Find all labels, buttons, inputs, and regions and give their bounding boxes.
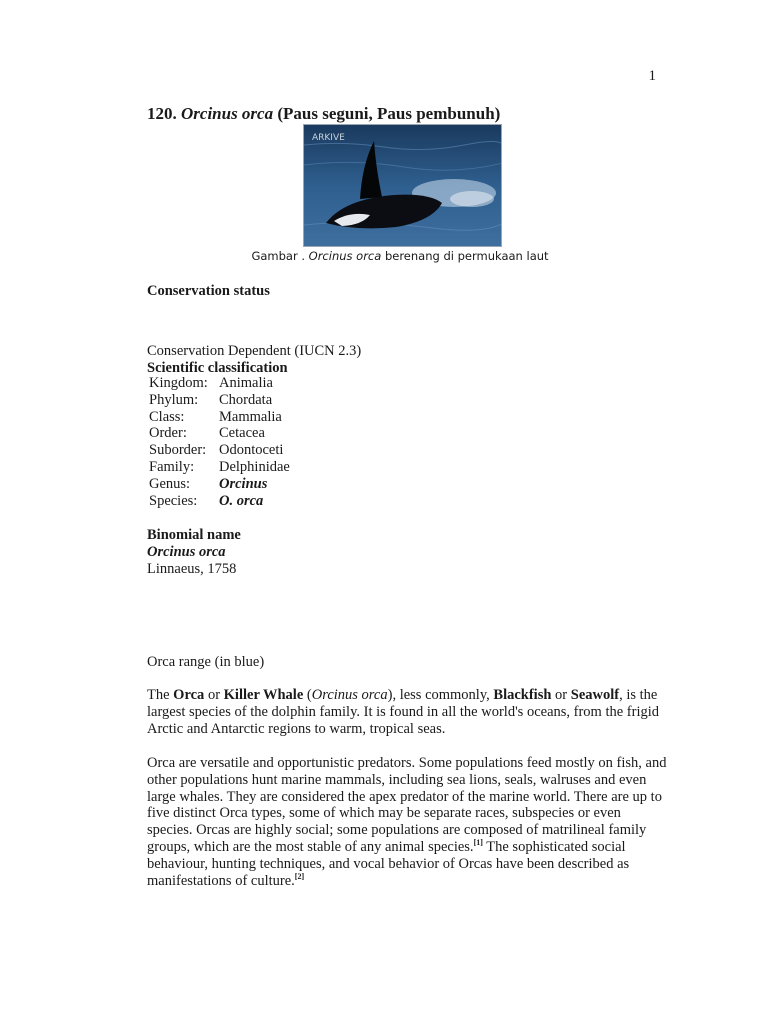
- page-number: 1: [648, 68, 656, 84]
- table-row: [149, 409, 290, 426]
- rank-label: Species:: [149, 492, 198, 509]
- rank-value: Odontoceti: [219, 442, 284, 459]
- binomial-name: Orcinus orca: [147, 544, 226, 560]
- rank-value: Cetacea: [219, 425, 265, 442]
- classification-heading: Scientific classification: [147, 360, 288, 376]
- table-row: [149, 459, 290, 476]
- title-common-name: (Paus seguni, Paus pembunuh): [277, 104, 501, 123]
- behavior-text: Orca are versatile and opportunistic predators. Some populations feed mostly on fish, and other populations hunt marine mammals, including sea lions, seals, walruses and even large whales. They are considered the apex predator of the marine world. There are up to five distinct Orca types, some of which may be separate races, subspecies or even species. Orcas are highly social; some populations are composed of matrilineal family groups, which are the most stable of any animal species.: [147, 755, 667, 855]
- orca-photo-illustration: [304, 125, 502, 247]
- rank-value: Chordata: [219, 391, 273, 408]
- rank-value: Animalia: [219, 375, 273, 391]
- intro-text: (: [303, 687, 312, 703]
- caption-prefix: Gambar .: [251, 249, 309, 263]
- intro-text: ), less commonly,: [387, 687, 494, 703]
- rank-value: Delphinidae: [219, 458, 290, 475]
- table-row: [149, 476, 290, 493]
- binomial-heading: Binomial name: [147, 527, 241, 543]
- rank-value: Orcinus: [219, 475, 268, 492]
- title-number: 120.: [147, 104, 177, 123]
- table-row: [149, 442, 290, 459]
- page-title: [147, 104, 500, 124]
- conservation-status: Conservation Dependent (IUCN 2.3): [147, 343, 362, 359]
- caption-suffix: berenang di permukaan laut: [381, 249, 549, 263]
- rank-label: Suborder:: [149, 442, 207, 459]
- term-killer-whale: Killer Whale: [223, 687, 304, 703]
- table-row: [149, 493, 290, 510]
- rank-label: Order:: [149, 425, 187, 442]
- photo-watermark: ARKIVE: [312, 133, 345, 143]
- rank-value: Mammalia: [219, 408, 282, 425]
- term-seawolf: Seawolf: [570, 687, 620, 703]
- intro-paragraph: [147, 687, 667, 737]
- citation-link-1[interactable]: [1]: [473, 838, 483, 848]
- rank-label: Phylum:: [149, 391, 199, 408]
- intro-text: or: [204, 687, 224, 703]
- table-row: [149, 375, 290, 392]
- rank-label: Class:: [149, 408, 185, 425]
- conservation-heading: Conservation status: [147, 283, 270, 299]
- table-row: [149, 392, 290, 409]
- range-map-caption: Orca range (in blue): [147, 654, 265, 670]
- rank-label: Genus:: [149, 475, 191, 492]
- table-row: [149, 425, 290, 442]
- caption-species: Orcinus orca: [308, 249, 382, 263]
- intro-text: , is the largest species of the dolphin family. It is found in all the world's oceans, from the frigid Arctic and Antarctic regions to warm, tropical seas.: [147, 687, 660, 737]
- binomial-authority: Linnaeus, 1758: [147, 561, 237, 577]
- rank-label: Kingdom:: [149, 375, 208, 391]
- orca-photo: [303, 124, 502, 247]
- title-scientific-name: Orcinus orca: [181, 104, 274, 123]
- rank-value: O. orca: [219, 492, 264, 509]
- term-orca: Orca: [173, 687, 205, 703]
- citation-link-2[interactable]: [2]: [294, 871, 305, 881]
- behavior-paragraph: [147, 755, 667, 889]
- behavior-text: The sophisticated social behaviour, hunting techniques, and vocal behavior of Orcas have been described as manifestations of culture.: [147, 838, 630, 889]
- classification-table: [149, 375, 290, 509]
- term-scientific-name: Orcinus orca: [311, 687, 388, 703]
- term-blackfish: Blackfish: [493, 687, 552, 703]
- rank-label: Family:: [149, 458, 195, 475]
- intro-text: The: [147, 687, 174, 703]
- intro-text: or: [551, 687, 571, 703]
- figure-caption: [0, 249, 768, 263]
